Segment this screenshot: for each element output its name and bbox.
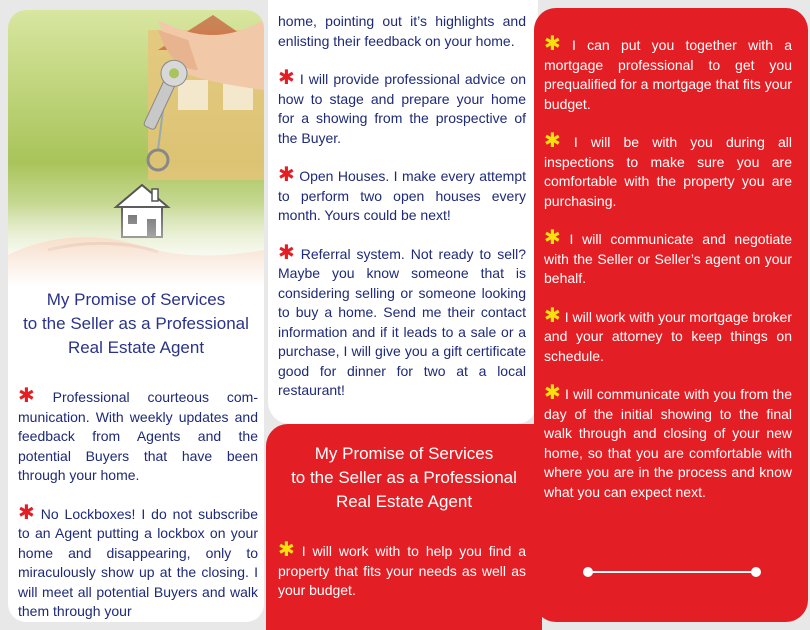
asterisk-bullet-icon: ✱: [278, 67, 295, 89]
decorative-divider-line: [582, 566, 762, 578]
paragraph-text: Referral system. Not ready to sell? Maybe you know someone that is considering selling or someone looking to buy a home. Send me their contact information and if it leads to a sale or a purchase, I will give you a gift certificate good for dinner for two at a local restaurant!: [278, 245, 527, 398]
right-panel-body: [544, 33, 793, 521]
service-paragraph: [544, 304, 793, 367]
left-panel-body: [18, 385, 258, 622]
asterisk-bullet-icon: ✱: [18, 501, 35, 524]
service-paragraph: [544, 130, 792, 211]
service-paragraph: [278, 539, 527, 601]
continuation-text: home, pointing out it’s highlights and enlisting their feedback on your home.: [278, 13, 526, 49]
service-paragraph: [278, 241, 527, 401]
bottom-panel-body: [278, 539, 527, 620]
service-paragraph: [18, 385, 258, 486]
service-paragraph: [544, 33, 793, 114]
asterisk-bullet-icon: ✱: [544, 130, 561, 152]
asterisk-bullet-icon: ✱: [544, 382, 561, 404]
heading-line: Real Estate Agent: [335, 492, 473, 511]
left-panel: [8, 10, 264, 622]
asterisk-bullet-icon: ✱: [544, 227, 561, 249]
paragraph-text: No Lockboxes! I do not subscribe to an Agent putting a lockbox on your home and disappearing, only to miraculously show up at the closing. I will meet all potential Buyers and walk them through your: [18, 505, 258, 619]
asterisk-bullet-icon: ✱: [278, 241, 295, 264]
paragraph-text: I will work with your mortgage broker and your attorney to keep things on schedule.: [544, 308, 793, 364]
paragraph-text: I can put you together with a mortgage professional to get you prequalified for a mortgage that fits your budget.: [544, 37, 793, 112]
service-paragraph: [544, 227, 793, 289]
middle-panel-body: [278, 12, 526, 420]
asterisk-bullet-icon: ✱: [278, 164, 295, 186]
paragraph-text: I will communicate and negotiate with the Seller or Seller’s agent on your behalf.: [544, 231, 793, 286]
heading-line: to the Seller as a Professional: [291, 468, 517, 487]
heading-line: My Promise of Services: [46, 290, 226, 309]
services-heading: [8, 288, 264, 360]
paragraph-text: Open Houses. I make every attempt to perform two open houses every month. Yours could be next!: [278, 168, 527, 223]
asterisk-bullet-icon: ✱: [278, 539, 295, 561]
paragraph-text: Professional courteous communication. With weekly updates and feedback from Agents and the potential Buyers that have been through your home.: [18, 389, 258, 483]
services-heading: [266, 442, 542, 514]
service-paragraph: [544, 382, 792, 502]
service-paragraph: [278, 164, 527, 226]
hand-holding-house-key-photo: [8, 10, 264, 286]
heading-line: My Promise of Services: [314, 444, 494, 463]
house-key-illustration: [8, 10, 264, 286]
heading-line: to the Seller as a Professional: [23, 314, 249, 333]
bottom-red-panel: [266, 424, 542, 630]
service-paragraph: [278, 67, 526, 148]
service-paragraph: [18, 501, 258, 622]
asterisk-bullet-icon: ✱: [544, 33, 561, 55]
asterisk-bullet-icon: ✱: [544, 304, 561, 327]
right-red-panel: [534, 8, 808, 622]
asterisk-bullet-icon: ✱: [18, 385, 35, 407]
heading-line: Real Estate Agent: [67, 338, 205, 357]
paragraph-text: I will work with to help you find a property that fits your needs as well as your budget.: [278, 543, 527, 598]
paragraph-text: I will communicate with you from the day of the initial showing to the final walk through and closing of your new home, so that you are comfortable with where you are in the process and know what you can expect next.: [544, 386, 792, 500]
paragraph-text: I will be with you during all inspections to make sure you are comfortable with the property you are purchasing.: [544, 134, 792, 209]
paragraph-text: I will provide professional advice on how to stage and prepare your home for a showing from the prospective of the Buyer.: [278, 71, 526, 146]
middle-panel: [268, 0, 538, 424]
